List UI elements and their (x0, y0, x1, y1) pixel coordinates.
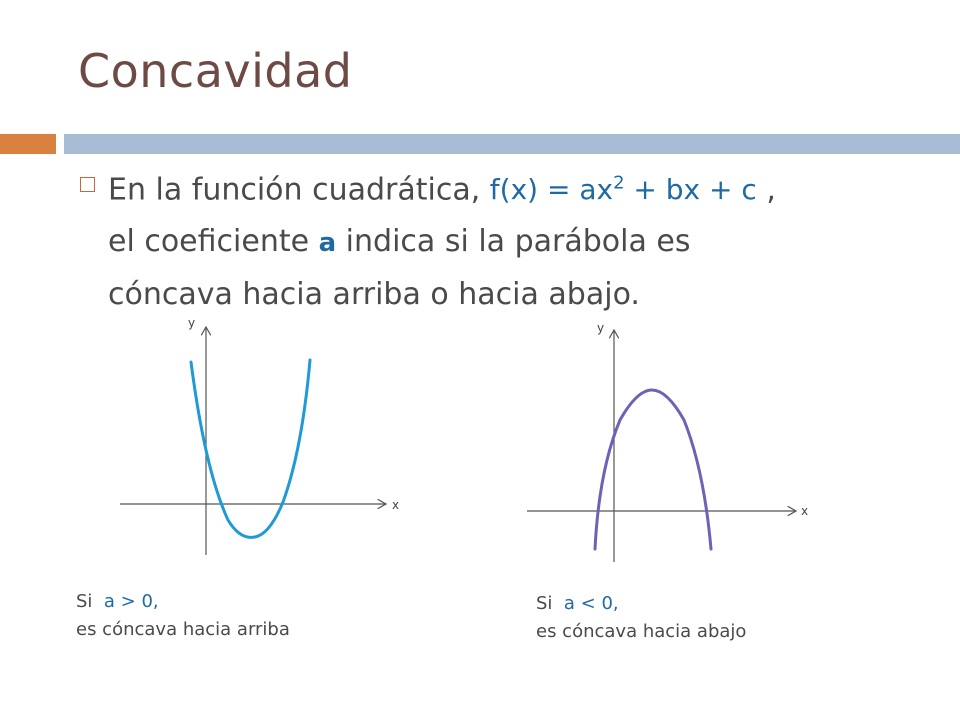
formula-base: f(x) = ax (489, 173, 614, 207)
caption-left-line2: es cóncava hacia arriba (76, 619, 290, 640)
bullet-line-3: cóncava hacia arriba o hacia abajo. (108, 277, 640, 313)
right-x-label: x (801, 504, 809, 518)
caption-left-si: Si (76, 591, 93, 612)
slide-title: Concavidad (78, 44, 353, 98)
caption-right (536, 590, 746, 646)
caption-right-line1 (536, 590, 746, 618)
left-y-label: y (188, 316, 196, 330)
caption-left-condition: a > 0, (103, 591, 159, 612)
right-y-label: y (597, 321, 605, 335)
caption-right-condition: a < 0, (563, 593, 619, 614)
bullet-line1-post: , (756, 172, 776, 208)
left-parabola (191, 360, 310, 537)
bullet-line1-pre: En la función cuadrática, (108, 172, 481, 208)
bullet-line2-post: indica si la parábola es (336, 224, 691, 260)
caption-right-si: Si (536, 593, 553, 614)
left-x-label: x (392, 498, 400, 512)
right-parabola (595, 390, 711, 549)
formula-rest: + bx + c (624, 173, 757, 207)
formula-exponent: 2 (613, 173, 625, 194)
caption-left (76, 588, 290, 644)
caption-left-line1 (76, 588, 290, 616)
caption-right-line2: es cóncava hacia abajo (536, 621, 747, 642)
coefficient-a: a (318, 228, 337, 259)
bullet-line2-pre: el coeficiente (108, 224, 319, 260)
